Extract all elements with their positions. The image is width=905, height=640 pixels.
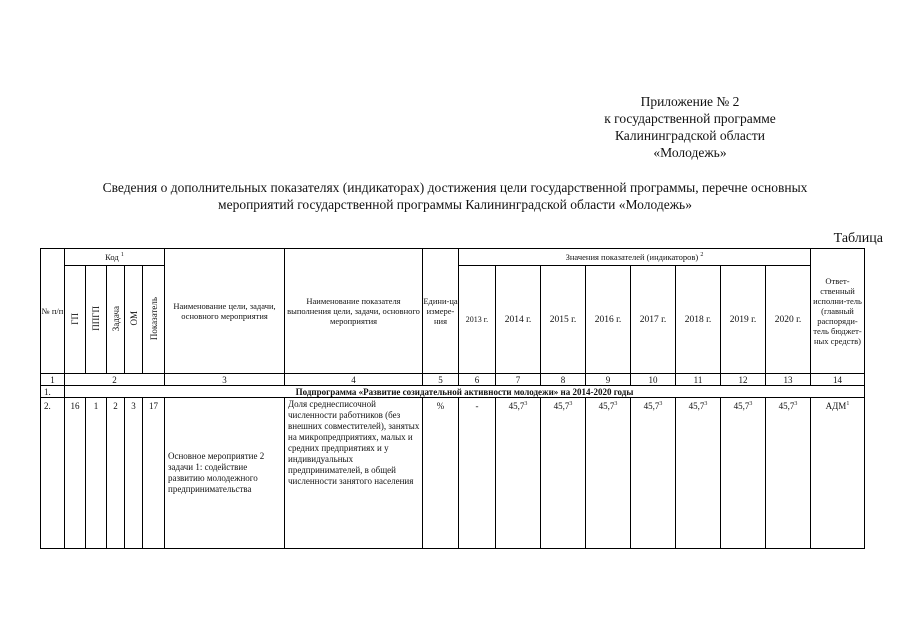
col-number: 13 <box>766 374 811 386</box>
header-responsible: Ответ-ственный исполни-тель (главный распоряди-тель бюджет-ных средств) <box>811 249 865 374</box>
col-number: 4 <box>285 374 423 386</box>
value-2017: 45,7$^3$ <box>631 398 676 549</box>
col-number: 11 <box>676 374 721 386</box>
col-number: 5 <box>423 374 459 386</box>
header-code-gp: ГП <box>65 266 86 374</box>
code-gp-value: 16 <box>65 398 86 549</box>
col-number: 6 <box>459 374 496 386</box>
header-code-task: Задача <box>107 266 125 374</box>
header-code <box>65 249 165 266</box>
header-code-om: ОМ <box>125 266 143 374</box>
value-2019: 45,7$^3$ <box>721 398 766 549</box>
header-code-label: Код <box>105 252 119 262</box>
document-title <box>40 179 870 213</box>
header-year: 2020 г. <box>766 266 811 374</box>
header-year: 2014 г. <box>496 266 541 374</box>
col-number: 7 <box>496 374 541 386</box>
value-2016: 45,7$^3$ <box>586 398 631 549</box>
header-indicator-name: Наименование показателя выполнения цели, задачи, основного мероприятия <box>285 249 423 374</box>
header-year: 2016 г. <box>586 266 631 374</box>
goal-name-cell: Основное мероприятие 2 задачи 1: содействие развитию молодежного предпринимательства <box>165 398 285 549</box>
header-code-sup: 1 <box>120 252 124 259</box>
indicators-table <box>40 248 865 549</box>
col-number: 10 <box>631 374 676 386</box>
header-year: 2019 г. <box>721 266 766 374</box>
header-unit: Едини-ца измере-ния <box>423 249 459 374</box>
unit-cell: % <box>423 398 459 549</box>
code-ppgp-value: 1 <box>86 398 107 549</box>
code-om-value: 3 <box>125 398 143 549</box>
appendix-line: к государственной программе <box>604 111 776 126</box>
subprogram-title: Подпрограмма «Развитие созидательной активности молодежи» на 2014-2020 годы <box>65 386 865 398</box>
value-2014: 45,7$^3$ <box>496 398 541 549</box>
header-num: № п/п <box>41 249 65 374</box>
code-task-value: 2 <box>107 398 125 549</box>
header-code-ppgp: ППГП <box>86 266 107 374</box>
appendix-block <box>560 93 820 161</box>
appendix-line: Приложение № 2 <box>640 94 740 109</box>
table-label: Таблица <box>833 231 883 246</box>
header-year: 2013 г. <box>459 266 496 374</box>
header-year: 2015 г. <box>541 266 586 374</box>
value-2015: 45,7$^3$ <box>541 398 586 549</box>
header-year: 2018 г. <box>676 266 721 374</box>
value-2020: 45,7$^3$ <box>766 398 811 549</box>
header-values <box>459 249 811 266</box>
value-2018: 45,7$^3$ <box>676 398 721 549</box>
responsible-cell: АДМ$^1$ <box>811 398 865 549</box>
title-line: мероприятий государственной программы Калининградской области «Молодежь» <box>218 197 692 212</box>
header-values-label: Значения показателей (индикаторов) <box>565 252 699 262</box>
col-number: 14 <box>811 374 865 386</box>
col-number: 3 <box>165 374 285 386</box>
appendix-line: Калининградской области <box>614 128 766 143</box>
code-indicator-value: 17 <box>143 398 165 549</box>
value-2013: - <box>459 398 496 549</box>
indicator-name-cell: Доля среднесписочной численности работников (без внешних совместителей), занятых на микропредприятиях, малых и средних предприятиях и у индивидуальных предпринимателей, в общей численности занятого населения <box>285 398 423 549</box>
row-num: 1. <box>41 386 65 398</box>
col-number: 1 <box>41 374 65 386</box>
col-number: 8 <box>541 374 586 386</box>
col-number: 9 <box>586 374 631 386</box>
header-values-sup: 2 <box>700 252 704 259</box>
header-code-indicator: Показатель <box>143 266 165 374</box>
col-number: 2 <box>65 374 165 386</box>
row-num: 2. <box>41 398 65 549</box>
title-line: Сведения о дополнительных показателях (индикаторах) достижения цели государственной программы, перечне основных <box>102 180 808 195</box>
header-goal-name: Наименование цели, задачи, основного мероприятия <box>165 249 285 374</box>
appendix-line: «Молодежь» <box>653 145 727 160</box>
header-year: 2017 г. <box>631 266 676 374</box>
col-number: 12 <box>721 374 766 386</box>
